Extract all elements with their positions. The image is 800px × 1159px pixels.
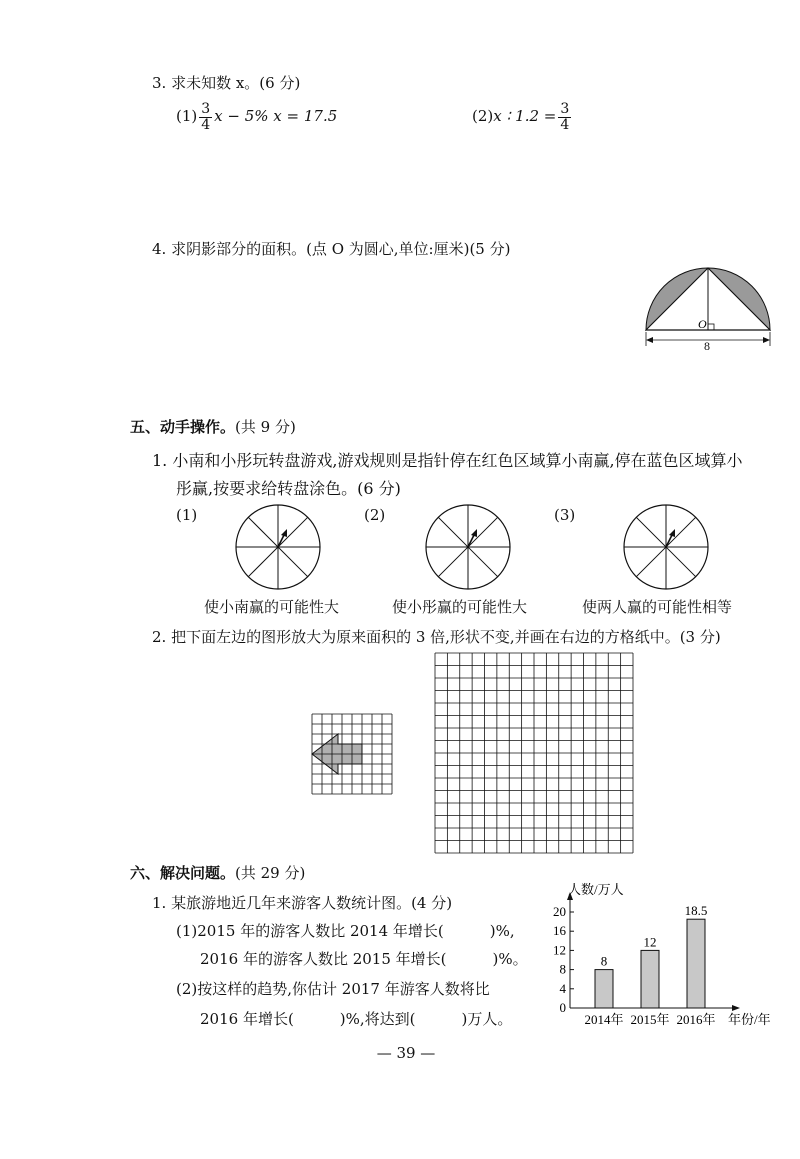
spinner-1-caption: 使小南赢的可能性大 xyxy=(204,598,340,616)
drawing-grid[interactable] xyxy=(434,652,634,854)
spinner-3[interactable] xyxy=(622,503,710,591)
q3-part1-equation: x − 5% x = 17.5 xyxy=(214,107,338,126)
x-axis-arrow xyxy=(732,1005,740,1011)
s6-part2b-mid: )%,将达到( xyxy=(339,1010,416,1028)
spinner-3-label: (3) xyxy=(554,506,576,524)
y-tick-label: 16 xyxy=(553,923,566,939)
spinner-2-label: (2) xyxy=(364,506,386,524)
q3-part1 xyxy=(176,102,337,132)
q3-part1-frac-den: 4 xyxy=(201,116,211,133)
bar-2015年 xyxy=(641,950,659,1008)
s6-part2b-text: 2016 年增长( xyxy=(200,1010,294,1028)
arrow-left xyxy=(646,337,653,343)
q3-part2-fraction xyxy=(558,102,571,132)
bar-value-label: 8 xyxy=(600,953,608,969)
s5-q1-line2: 彤赢,按要求给转盘涂色。(6 分) xyxy=(176,479,401,498)
y-tick-label: 4 xyxy=(559,980,566,996)
s5-q2-text: 2. 把下面左边的图形放大为原来面积的 3 倍,形状不变,并画在右边的方格纸中。(3 分) xyxy=(152,628,721,646)
q3-part2-equation: x ∶ 1.2 = xyxy=(493,107,557,126)
spinner-1-label: (1) xyxy=(176,506,198,524)
s6-part2-line2 xyxy=(200,1008,512,1029)
small-grid-figure xyxy=(312,714,392,794)
bar-value-label: 12 xyxy=(643,934,657,950)
spinner-1[interactable] xyxy=(234,503,322,591)
y-axis-label: 人数/万人 xyxy=(568,882,624,897)
visitor-bar-chart xyxy=(540,882,780,1038)
x-axis-label: 年份/年 xyxy=(728,1012,771,1027)
q3-part2-frac-num: 3 xyxy=(560,101,570,117)
s6-part1a-unit: )%, xyxy=(489,922,515,940)
spinner-2[interactable] xyxy=(424,503,512,591)
s6-part1-line1 xyxy=(176,920,515,941)
q3-part2-label: (2) xyxy=(472,107,494,126)
s6-part2-line1: (2)按这样的趋势,你估计 2017 年游客人数将比 xyxy=(176,980,490,998)
y-tick-label: 20 xyxy=(553,904,566,919)
q3-part2-frac-den: 4 xyxy=(560,116,570,133)
s6-part1-line2 xyxy=(200,948,528,969)
q3-part1-frac-num: 3 xyxy=(201,101,211,117)
bar-2014年 xyxy=(595,970,613,1008)
q3-part1-fraction xyxy=(199,102,212,132)
dimension-label: 8 xyxy=(704,339,710,353)
x-tick-label: 2014年 xyxy=(584,1012,624,1027)
q3-part2 xyxy=(472,102,573,132)
s6-q1-title: 1. 某旅游地近几年来游客人数统计图。(4 分) xyxy=(152,894,453,912)
section5-heading xyxy=(130,416,296,437)
s5-q1-line1: 1. 小南和小彤玩转盘游戏,游戏规则是指针停在红色区域算小南赢,停在蓝色区域算小 xyxy=(152,451,743,470)
section6-title: 六、解决问题。 xyxy=(130,864,236,882)
center-label: O xyxy=(698,317,707,331)
spinner-2-caption: 使小彤赢的可能性大 xyxy=(392,598,528,616)
s6-part2b-unit: )万人。 xyxy=(461,1010,513,1028)
x-tick-label: 2016年 xyxy=(676,1012,716,1027)
y-tick-label: 0 xyxy=(559,1000,566,1015)
spinner-3-caption: 使两人赢的可能性相等 xyxy=(582,598,733,616)
section6-score: (共 29 分) xyxy=(235,864,306,882)
q4-title: 4. 求阴影部分的面积。(点 O 为圆心,单位:厘米)(5 分) xyxy=(152,240,511,258)
page-number: — 39 — xyxy=(376,1044,436,1062)
section6-heading xyxy=(130,862,305,883)
section5-title: 五、动手操作。 xyxy=(130,418,236,436)
x-tick-label: 2015年 xyxy=(630,1012,670,1027)
arrow-right xyxy=(763,337,770,343)
q3-title: 3. 求未知数 x。(6 分) xyxy=(152,74,301,92)
q3-part1-label: (1) xyxy=(176,107,198,126)
section5-score: (共 9 分) xyxy=(235,418,296,436)
s6-part1b-text: 2016 年的游客人数比 2015 年增长( xyxy=(200,950,447,968)
s6-part1a-text: (1)2015 年的游客人数比 2014 年增长( xyxy=(176,922,444,940)
bar-value-label: 18.5 xyxy=(684,903,708,919)
s6-part1b-unit: )%。 xyxy=(492,950,528,968)
y-tick-label: 8 xyxy=(559,961,566,977)
bar-2016年 xyxy=(687,919,705,1008)
y-tick-label: 12 xyxy=(553,942,566,958)
semicircle-figure xyxy=(640,262,780,354)
